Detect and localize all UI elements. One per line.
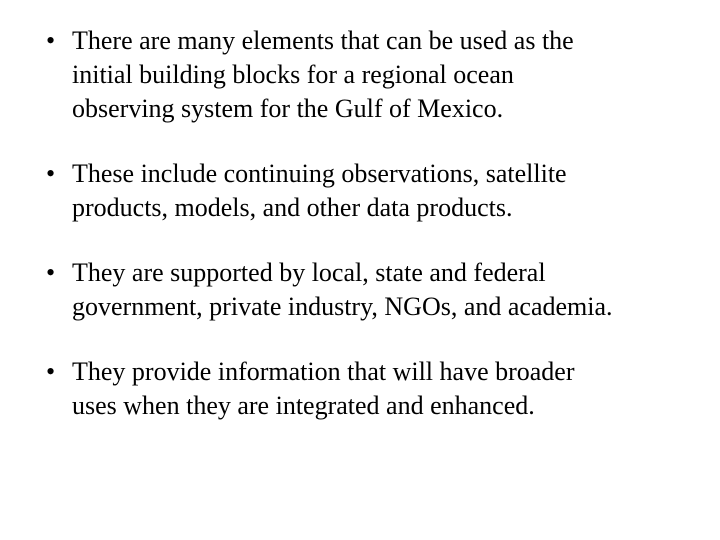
bullet-item: [46, 157, 686, 225]
bullet-text-line: There are many elements that can be used as the: [72, 26, 574, 55]
bullet-text-line: government, private industry, NGOs, and academia.: [72, 292, 613, 321]
bullet-text-line: products, models, and other data products.: [72, 193, 513, 222]
bullet-list: [46, 24, 686, 454]
bullet-text-line: They provide information that will have broader: [72, 357, 575, 386]
bullet-item: [46, 355, 686, 423]
bullet-text-line: observing system for the Gulf of Mexico.: [72, 94, 504, 123]
bullet-icon: •: [46, 357, 56, 386]
bullet-text-line: These include continuing observations, satellite: [72, 159, 567, 188]
bullet-item: [46, 24, 686, 126]
bullet-text-line: uses when they are integrated and enhanced.: [72, 391, 535, 420]
bullet-item: [46, 256, 686, 324]
bullet-icon: •: [46, 26, 56, 55]
bullet-text-line: They are supported by local, state and federal: [72, 258, 546, 287]
bullet-icon: •: [46, 159, 56, 188]
bullet-icon: •: [46, 258, 56, 287]
bullet-text-line: initial building blocks for a regional ocean: [72, 60, 514, 89]
